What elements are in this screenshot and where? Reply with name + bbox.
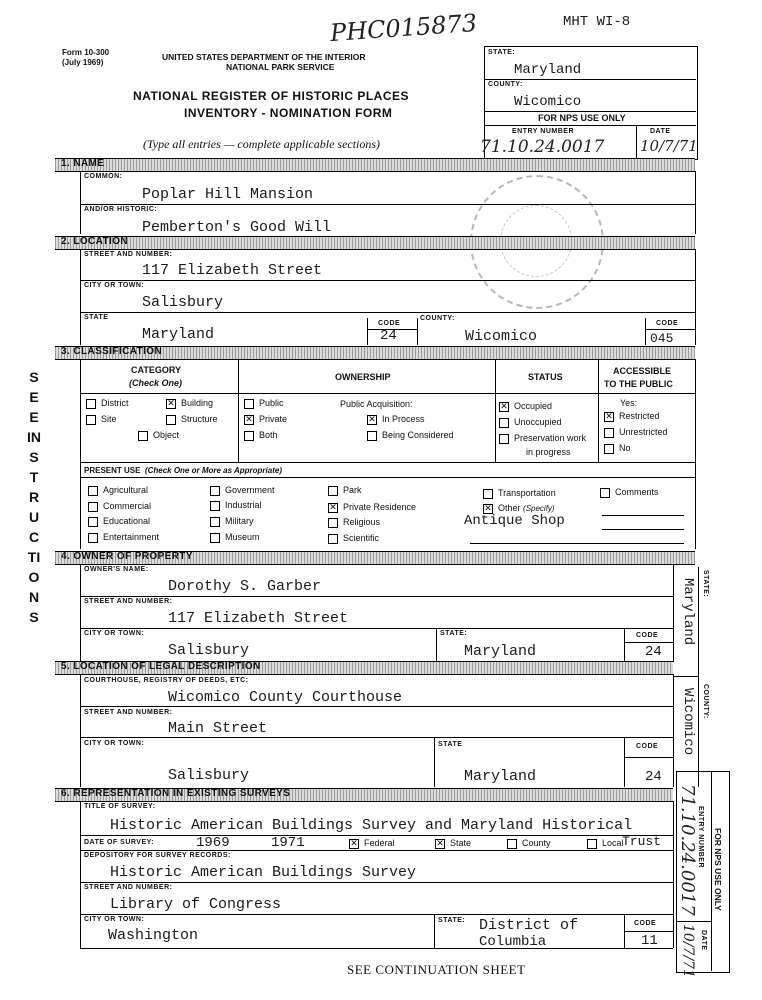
survey-state-value-1: District of	[479, 917, 579, 934]
checkbox[interactable]	[210, 501, 220, 511]
ownership-header: OWNERSHIP	[335, 372, 391, 382]
checkbox[interactable]	[483, 489, 493, 499]
side-nps-use: FOR NPS USE ONLY	[713, 828, 723, 911]
checkbox[interactable]	[367, 431, 377, 441]
acq-being-considered[interactable]: Being Considered	[367, 430, 454, 441]
section-1-title: 1. NAME	[61, 158, 105, 169]
checkbox[interactable]	[244, 431, 254, 441]
side-county-label: COUNTY:	[702, 684, 709, 719]
checkbox-checked[interactable]: ✕	[368, 414, 376, 425]
checkbox-checked[interactable]: ✕	[245, 414, 253, 425]
use-private-residence[interactable]: ✕ Private Residence	[329, 502, 417, 513]
city-label: CITY OR TOWN:	[84, 282, 145, 289]
owner-street-value: 117 Elizabeth Street	[168, 610, 349, 627]
status-in-progress: in progress	[526, 447, 571, 457]
use-other[interactable]: ✕ Other (Specify)	[484, 503, 555, 514]
side-date-label: DATE	[700, 930, 707, 951]
use-government[interactable]: Government	[210, 485, 275, 496]
accessible-header-2: TO THE PUBLIC	[604, 379, 673, 389]
legal-state-value: Maryland	[464, 768, 537, 785]
legal-state-label: STATE	[438, 741, 463, 748]
survey-date-label: DATE OF SURVEY:	[84, 839, 155, 846]
side-county-value: Wicomico	[680, 688, 696, 756]
checkbox-checked[interactable]: ✕	[436, 838, 444, 849]
section-3-title: 3. CLASSIFICATION	[61, 346, 163, 357]
checkbox[interactable]	[604, 444, 614, 454]
checkbox-checked[interactable]: ✕	[500, 401, 508, 412]
courthouse-value: Wicomico County Courthouse	[168, 689, 403, 706]
reference-number: PHC015873	[329, 8, 478, 48]
owner-city-value: Salisbury	[168, 642, 250, 659]
category-site[interactable]: Site	[86, 414, 117, 425]
accessible-yes: Yes:	[620, 398, 638, 408]
checkbox[interactable]	[507, 839, 517, 849]
use-scientific[interactable]: Scientific	[328, 533, 379, 544]
state-label-2: STATE	[84, 314, 109, 321]
accessible-header-1: ACCESSIBLE	[613, 366, 672, 376]
checkbox-checked[interactable]: ✕	[167, 398, 175, 409]
survey-street-value: Library of Congress	[110, 896, 282, 913]
side-entry-number-label: ENTRY NUMBER	[697, 806, 704, 869]
acq-in-process[interactable]: ✕ In Process	[368, 414, 425, 425]
section-4-bar	[55, 551, 695, 565]
checkbox[interactable]	[88, 533, 98, 543]
category-header: CATEGORY	[131, 365, 182, 375]
nps-use-only: FOR NPS USE ONLY	[538, 113, 626, 123]
depository-label: DEPOSITORY FOR SURVEY RECORDS:	[84, 852, 231, 859]
public-acquisition-label: Public Acquisition:	[340, 399, 413, 409]
survey-title-value-2: Trust	[622, 834, 662, 849]
checkbox[interactable]	[88, 502, 98, 512]
form-date: (July 1969)	[62, 58, 104, 67]
survey-county[interactable]: County	[507, 838, 551, 849]
use-commercial[interactable]: Commercial	[88, 501, 151, 512]
check-one-note: (Check One)	[129, 378, 183, 388]
historic-name-value: Pemberton's Good Will	[142, 219, 332, 236]
checkbox[interactable]	[600, 488, 610, 498]
legal-code-label: CODE	[636, 743, 659, 750]
entry-number-label: ENTRY NUMBER	[512, 128, 575, 135]
section-4-title: 4. OWNER OF PROPERTY	[61, 551, 193, 562]
checkbox[interactable]	[88, 517, 98, 527]
survey-federal[interactable]: ✕ Federal	[350, 838, 395, 849]
legal-code-value: 24	[645, 769, 662, 785]
survey-title-label: TITLE OF SURVEY:	[84, 803, 156, 810]
owner-code-value: 24	[645, 644, 662, 660]
checkbox-checked[interactable]: ✕	[350, 838, 358, 849]
survey-city-label: CITY OR TOWN:	[84, 916, 145, 923]
use-agricultural[interactable]: Agricultural	[88, 485, 148, 496]
entry-number-value: 71.10.24.0017	[480, 137, 605, 157]
legal-street-label: STREET AND NUMBER:	[84, 709, 173, 716]
state-code-label: CODE	[378, 320, 401, 327]
dept-line-1: UNITED STATES DEPARTMENT OF THE INTERIOR	[162, 52, 366, 62]
status-header: STATUS	[528, 372, 563, 382]
section-2-title: 2. LOCATION	[61, 236, 128, 247]
checkbox[interactable]	[210, 533, 220, 543]
checkbox[interactable]	[88, 486, 98, 496]
checkbox[interactable]	[138, 431, 148, 441]
use-entertainment[interactable]: Entertainment	[88, 532, 159, 543]
checkbox-checked[interactable]: ✕	[329, 502, 337, 513]
county-label-2: COUNTY:	[420, 315, 455, 322]
survey-date-2: 1971	[271, 835, 305, 851]
survey-code-label: CODE	[634, 920, 657, 927]
status-preservation[interactable]: Preservation work	[499, 433, 586, 444]
form-title-2: INVENTORY - NOMINATION FORM	[184, 106, 393, 120]
section-3-bar	[55, 346, 695, 360]
date-value: 10/7/71	[640, 137, 698, 155]
dept-line-2: NATIONAL PARK SERVICE	[226, 62, 335, 72]
form-title-1: NATIONAL REGISTER OF HISTORIC PLACES	[133, 89, 410, 103]
survey-title-value: Historic American Buildings Survey and Maryland Historical	[110, 817, 633, 834]
status-unoccupied[interactable]: Unoccupied	[499, 417, 562, 428]
checkbox-checked[interactable]: ✕	[484, 503, 492, 514]
use-educational[interactable]: Educational	[88, 516, 150, 527]
accessible-no[interactable]: No	[604, 443, 631, 454]
survey-state[interactable]: ✕ State	[436, 838, 472, 849]
owner-label: OWNER'S NAME:	[84, 566, 149, 573]
survey-code-value: 11	[641, 933, 658, 949]
use-comments[interactable]: Comments	[600, 487, 659, 498]
checkbox[interactable]	[166, 415, 176, 425]
depository-value: Historic American Buildings Survey	[110, 864, 417, 881]
ownership-private[interactable]: ✕ Private	[245, 414, 288, 425]
side-entry-number-value: 71.10.24.0017	[677, 784, 698, 916]
present-use-label: PRESENT USE (Check One or More as Appropriate)	[84, 466, 282, 475]
survey-state-value-2: Columbia	[479, 934, 547, 950]
accessible-restricted[interactable]: ✕ Restricted	[605, 411, 660, 422]
checkbox[interactable]	[328, 534, 338, 544]
survey-local[interactable]: Local	[587, 838, 624, 849]
checkbox[interactable]	[499, 418, 509, 428]
checkbox[interactable]	[86, 399, 96, 409]
historic-label: AND/OR HISTORIC:	[84, 206, 158, 213]
owner-state-label: STATE:	[440, 630, 468, 637]
survey-city-value: Washington	[108, 927, 199, 944]
ownership-public[interactable]: Public	[244, 398, 284, 409]
side-instructions: SEE INSTRUCTIONS	[27, 369, 41, 625]
state-code-value: 24	[380, 328, 397, 344]
county-value-2: Wicomico	[465, 328, 538, 345]
checkbox-checked[interactable]: ✕	[605, 411, 613, 422]
street-label: STREET AND NUMBER:	[84, 251, 173, 258]
legal-street-value: Main Street	[168, 720, 268, 737]
county-code-value: 045	[650, 331, 674, 346]
checkbox[interactable]	[604, 428, 614, 438]
courthouse-label: COURTHOUSE, REGISTRY OF DEEDS, ETC:	[84, 677, 249, 684]
section-5-bar	[55, 661, 673, 675]
owner-state-value: Maryland	[464, 643, 537, 660]
form-number: Form 10-300	[62, 48, 110, 57]
accessible-unrestricted[interactable]: Unrestricted	[604, 427, 668, 438]
category-object[interactable]: Object	[138, 430, 179, 441]
section-5-title: 5. LOCATION OF LEGAL DESCRIPTION	[61, 661, 261, 672]
county-code-label: CODE	[656, 320, 679, 327]
side-state-label: STATE:	[702, 570, 709, 598]
use-museum[interactable]: Museum	[210, 532, 260, 543]
survey-date-1: 1969	[196, 835, 230, 851]
use-religious[interactable]: Religious	[328, 517, 380, 528]
checkbox[interactable]	[244, 399, 254, 409]
date-label: DATE	[650, 128, 671, 135]
other-use-value: Antique Shop	[464, 513, 565, 529]
section-6-title: 6. REPRESENTATION IN EXISTING SURVEYS	[61, 788, 291, 799]
county-value: Wicomico	[514, 94, 582, 110]
checkbox[interactable]	[328, 518, 338, 528]
side-date-value: 10/7/71	[680, 924, 696, 978]
state-value: Maryland	[514, 62, 582, 78]
legal-city-value: Salisbury	[168, 767, 250, 784]
state-label: STATE:	[488, 49, 516, 56]
use-industrial[interactable]: Industrial	[210, 500, 262, 511]
category-structure[interactable]: Structure	[166, 414, 218, 425]
instruction-line: (Type all entries — complete applicable sections)	[143, 137, 381, 151]
checkbox[interactable]	[587, 839, 597, 849]
use-military[interactable]: Military	[210, 516, 254, 527]
category-building[interactable]: ✕ Building	[167, 398, 214, 409]
state-value-2: Maryland	[142, 326, 215, 343]
legal-city-label: CITY OR TOWN:	[84, 740, 145, 747]
checkbox[interactable]	[210, 517, 220, 527]
checkbox[interactable]	[86, 415, 96, 425]
city-value: Salisbury	[142, 294, 224, 311]
owner-name-value: Dorothy S. Garber	[168, 578, 322, 595]
checkbox[interactable]	[499, 434, 509, 444]
county-label: COUNTY:	[488, 81, 523, 88]
owner-code-label: CODE	[636, 632, 659, 639]
owner-city-label: CITY OR TOWN:	[84, 630, 145, 637]
category-district[interactable]: District	[86, 398, 129, 409]
ownership-both[interactable]: Both	[244, 430, 278, 441]
section-6-bar	[55, 788, 673, 802]
survey-street-label: STREET AND NUMBER:	[84, 884, 173, 891]
use-transportation[interactable]: Transportation	[483, 488, 556, 499]
side-state-value: Maryland	[680, 578, 696, 646]
owner-street-label: STREET AND NUMBER:	[84, 598, 173, 605]
common-name-value: Poplar Hill Mansion	[142, 186, 314, 203]
use-park[interactable]: Park	[328, 485, 362, 496]
common-label: COMMON:	[84, 173, 123, 180]
status-occupied[interactable]: ✕ Occupied	[500, 401, 553, 412]
mht-number: MHT WI-8	[563, 14, 631, 30]
section-2-bar	[55, 236, 695, 250]
checkbox[interactable]	[328, 486, 338, 496]
street-value: 117 Elizabeth Street	[142, 262, 323, 279]
continuation-note: SEE CONTINUATION SHEET	[347, 962, 526, 977]
section-1-bar	[55, 158, 695, 172]
checkbox[interactable]	[210, 486, 220, 496]
survey-state-label: STATE:	[438, 917, 466, 924]
